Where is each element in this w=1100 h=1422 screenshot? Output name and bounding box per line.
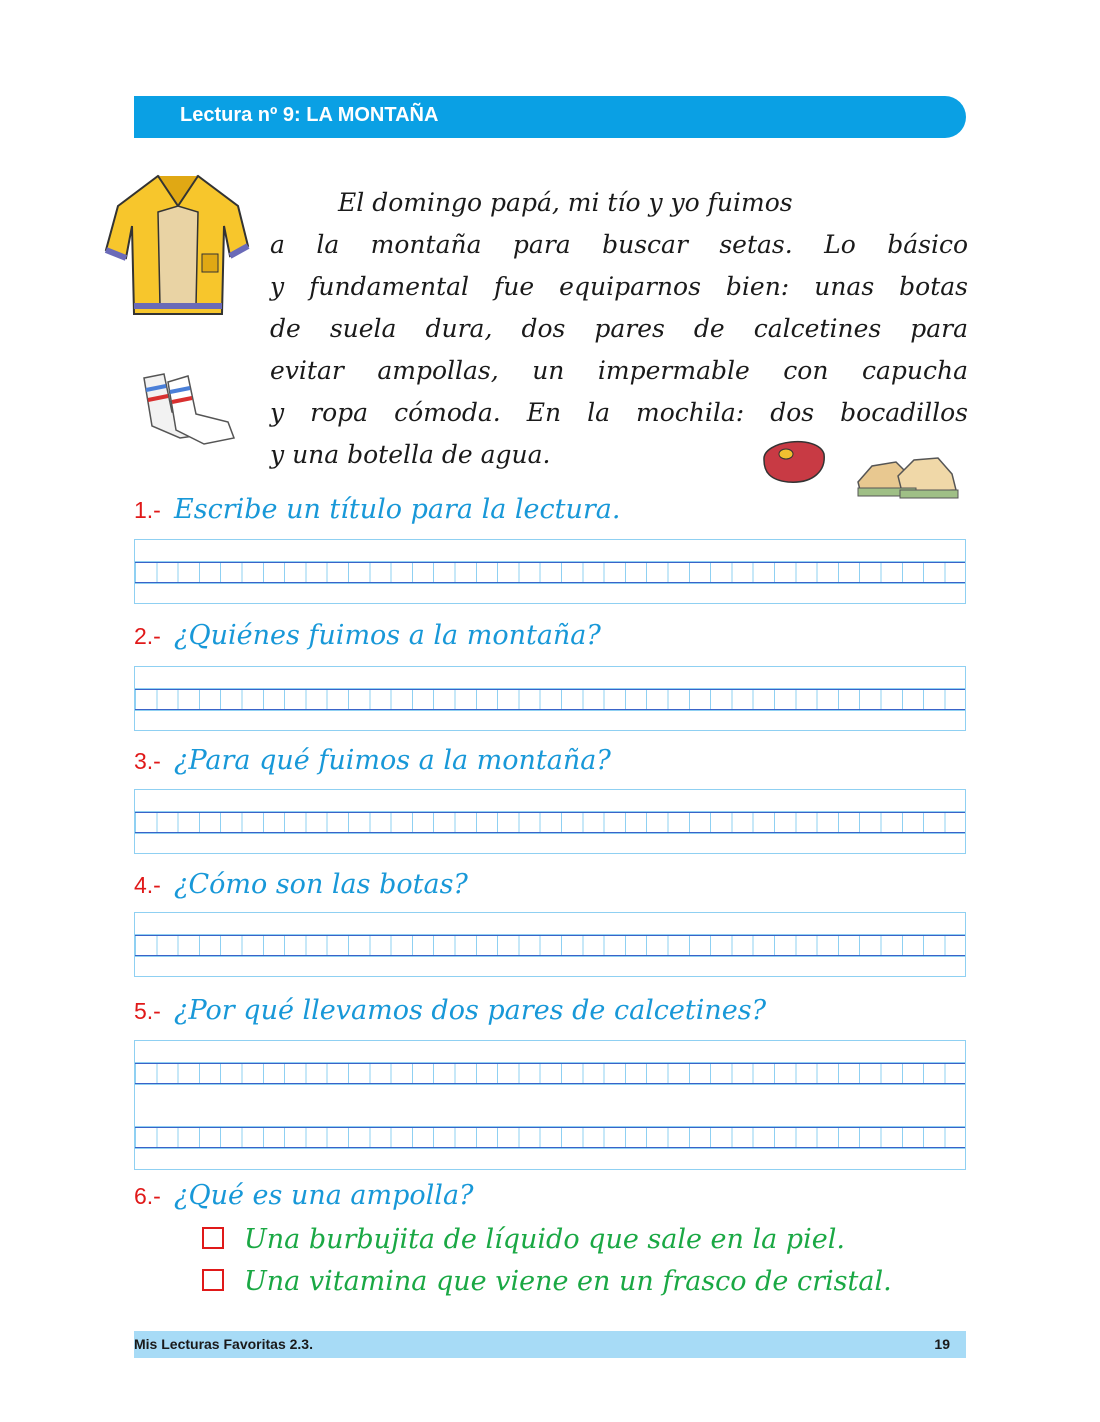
- reading-line: y ropa cómoda. En la mochila: dos bocadillos: [270, 398, 968, 427]
- question-number: 2.-: [134, 623, 161, 649]
- reading-line: y fundamental fue equiparnos bien: unas botas: [270, 272, 968, 301]
- answer-area-3[interactable]: [134, 789, 966, 854]
- question-text: ¿Para qué fuimos a la montaña?: [174, 745, 611, 776]
- question-2: [134, 620, 601, 660]
- question-number: 4.-: [134, 872, 161, 898]
- answer-area-1[interactable]: [134, 539, 966, 604]
- question-text: Escribe un título para la lectura.: [174, 494, 621, 525]
- option-checkbox[interactable]: [202, 1269, 224, 1291]
- raincoat-illustration: [98, 166, 258, 332]
- question-number: 3.-: [134, 748, 161, 774]
- reading-line: evitar ampollas, un impermable con capucha: [270, 356, 968, 385]
- reading-text: [270, 182, 968, 476]
- question-1: [134, 494, 620, 534]
- question-number: 1.-: [134, 497, 161, 523]
- socks-illustration: [132, 368, 242, 452]
- option-checkbox[interactable]: [202, 1227, 224, 1249]
- question-text: ¿Qué es una ampolla?: [174, 1180, 474, 1211]
- page-number: 19: [934, 1336, 950, 1352]
- option-text: Una vitamina que viene en un frasco de cristal.: [244, 1266, 892, 1297]
- answer-area-4[interactable]: [134, 912, 966, 977]
- option-2[interactable]: [202, 1266, 892, 1306]
- reading-line: a la montaña para buscar setas. Lo básico: [270, 230, 968, 259]
- question-4: [134, 869, 468, 909]
- book-title: Mis Lecturas Favoritas 2.3.: [134, 1336, 313, 1352]
- reading-line: de suela dura, dos pares de calcetines para: [270, 314, 968, 343]
- answer-area-5[interactable]: [134, 1040, 966, 1170]
- option-1[interactable]: [202, 1224, 845, 1264]
- question-text: ¿Por qué llevamos dos pares de calcetines?: [174, 995, 767, 1026]
- question-5: [134, 995, 766, 1035]
- question-3: [134, 745, 611, 785]
- question-number: 6.-: [134, 1183, 161, 1209]
- header-bar: [134, 96, 966, 138]
- question-text: ¿Cómo son las botas?: [174, 869, 468, 900]
- reading-line: y una botella de agua.: [270, 440, 551, 469]
- page-title: Lectura nº 9: LA MONTAÑA: [180, 104, 439, 126]
- reading-line: El domingo papá, mi tío y yo fuimos: [338, 188, 793, 217]
- option-text: Una burbujita de líquido que sale en la piel.: [244, 1224, 845, 1255]
- question-6: [134, 1180, 474, 1220]
- footer-bar: [134, 1331, 966, 1358]
- question-text: ¿Quiénes fuimos a la montaña?: [174, 620, 601, 651]
- question-number: 5.-: [134, 998, 161, 1024]
- answer-area-2[interactable]: [134, 666, 966, 731]
